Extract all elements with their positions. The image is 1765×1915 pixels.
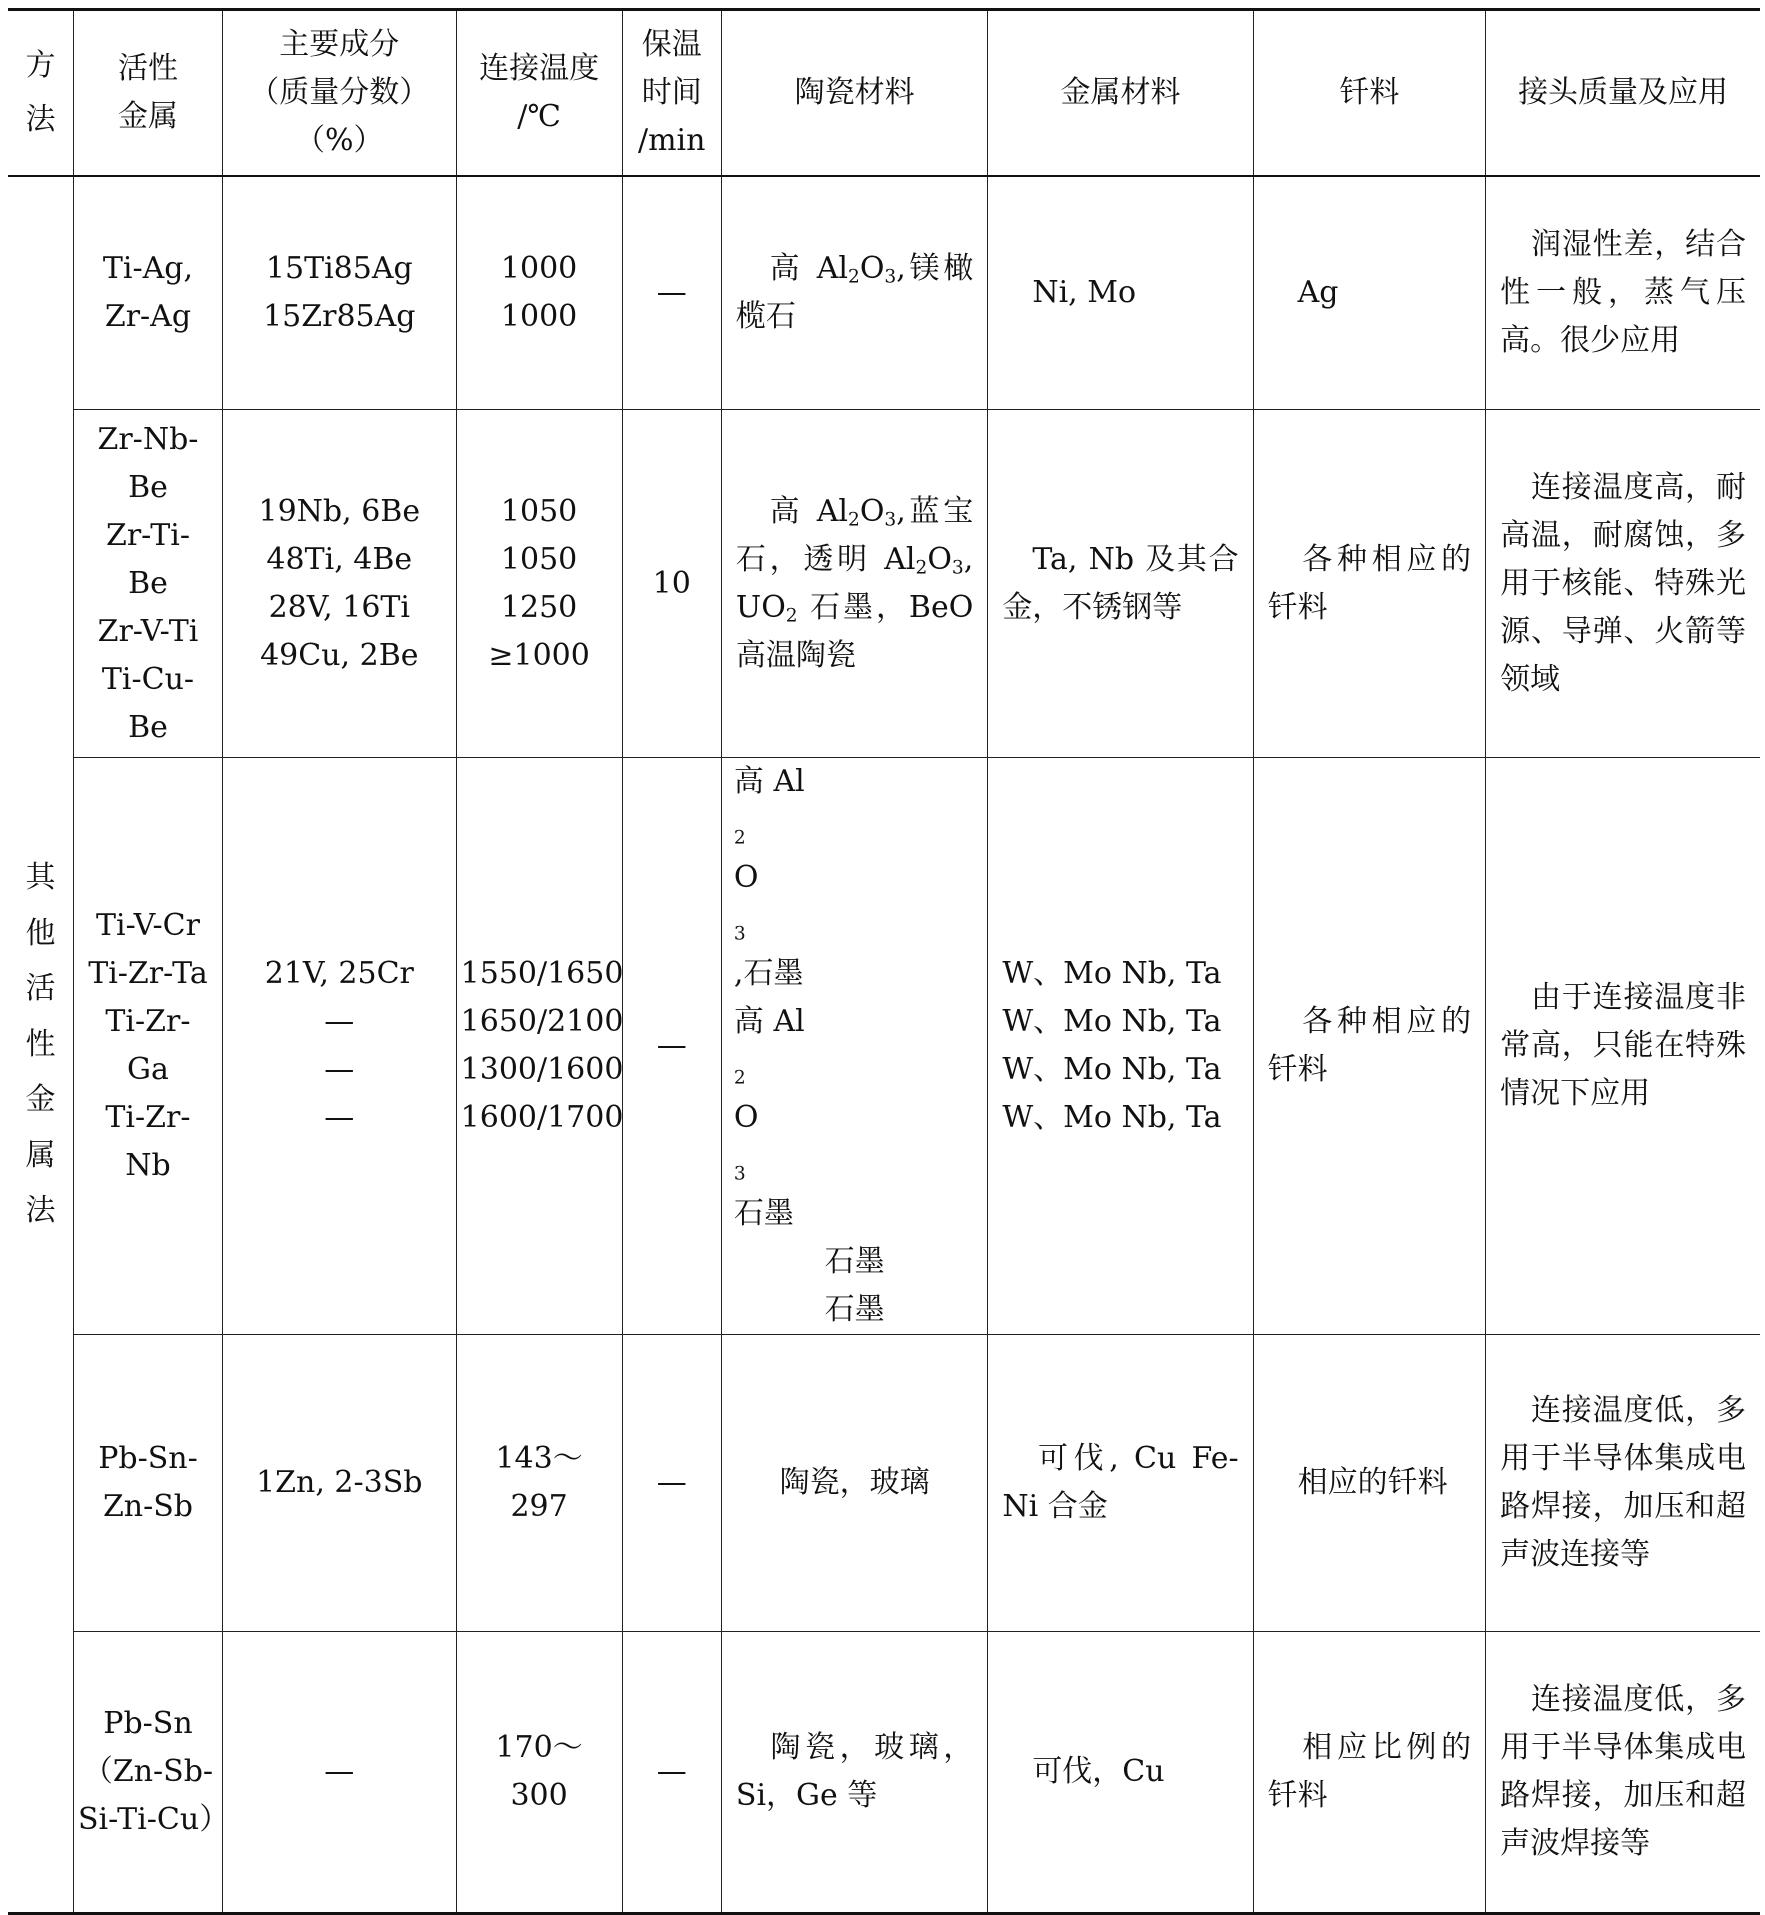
active-metal-cell: Pb-Sn （Zn-Sb- Si-Ti-Cu） <box>73 1632 222 1914</box>
header-composition: 主要成分 （质量分数） （%） <box>222 10 456 177</box>
composition-cell: — <box>222 1632 456 1914</box>
method-cell: 其他活性金属法 <box>8 176 73 1914</box>
filler-cell: 各种相应的钎料 <box>1253 758 1486 1335</box>
quality-cell: 连接温度低，多用于半导体集成电路焊接，加压和超声波连接等 <box>1486 1335 1760 1632</box>
temperature-cell: 143～297 <box>456 1335 622 1632</box>
temperature-cell: 170～300 <box>456 1632 622 1914</box>
header-row <box>8 10 1760 177</box>
hold-time-cell: — <box>622 1335 721 1632</box>
table-row <box>8 1335 1760 1632</box>
composition-cell: 19Nb, 6Be 48Ti, 4Be 28V, 16Ti 49Cu, 2Be <box>222 410 456 758</box>
active-metal-cell: Ti-V-Cr Ti-Zr-Ta Ti-Zr-Ga Ti-Zr-Nb <box>73 758 222 1335</box>
quality-cell: 由于连接温度非常高，只能在特殊情况下应用 <box>1486 758 1760 1335</box>
metal-cell: 可伐, Cu Fe-Ni 合金 <box>988 1335 1253 1632</box>
composition-cell: 15Ti85Ag 15Zr85Ag <box>222 176 456 410</box>
hold-time-cell: — <box>622 1632 721 1914</box>
table-row <box>8 176 1760 410</box>
header-method: 方法 <box>8 10 73 177</box>
ceramic-cell: 高 $Al_2O_3$,蓝宝石，透明 $Al_2O_3$, $UO_2$ 石墨，BeO 高温陶瓷 <box>721 410 987 758</box>
quality-cell: 连接温度高，耐高温，耐腐蚀，多用于核能、特殊光源、导弹、火箭等领域 <box>1486 410 1760 758</box>
ceramic-cell: 高 Al $_2$ O $_3$ ,石墨 高 Al $_2$ O $_3$ 石墨 石墨 石墨 <box>721 758 987 1335</box>
quality-cell: 连接温度低，多用于半导体集成电路焊接，加压和超声波焊接等 <box>1486 1632 1760 1914</box>
ceramic-cell: 陶瓷，玻璃 <box>721 1335 987 1632</box>
active-metal-cell: Zr-Nb-Be Zr-Ti-Be Zr-V-Ti Ti-Cu-Be <box>73 410 222 758</box>
metal-cell: 可伐，Cu <box>988 1632 1253 1914</box>
temperature-cell: 1000 1000 <box>456 176 622 410</box>
quality-cell: 润湿性差，结合性一般，蒸气压高。很少应用 <box>1486 176 1760 410</box>
active-metal-cell: Ti-Ag, Zr-Ag <box>73 176 222 410</box>
filler-cell: 相应比例的钎料 <box>1253 1632 1486 1914</box>
filler-cell: Ag <box>1253 176 1486 410</box>
header-hold-time: 保温 时间 /min <box>622 10 721 177</box>
header-filler: 钎料 <box>1253 10 1486 177</box>
filler-cell: 相应的钎料 <box>1253 1335 1486 1632</box>
header-active-metal: 活性 金属 <box>73 10 222 177</box>
table-row <box>8 758 1760 1335</box>
temperature-cell: 1050 1050 1250 ≥1000 <box>456 410 622 758</box>
hold-time-cell: — <box>622 758 721 1335</box>
header-quality: 接头质量及应用 <box>1486 10 1760 177</box>
composition-cell: 21V, 25Cr — — — <box>222 758 456 1335</box>
metal-cell: W、Mo Nb, Ta W、Mo Nb, Ta W、Mo Nb, Ta W、Mo Nb, Ta <box>988 758 1253 1335</box>
hold-time-cell: — <box>622 176 721 410</box>
table-row <box>8 410 1760 758</box>
temperature-cell: 1550/1650 1650/2100 1300/1600 1600/1700 <box>456 758 622 1335</box>
header-temperature: 连接温度 /℃ <box>456 10 622 177</box>
metal-cell: Ta, Nb 及其合金，不锈钢等 <box>988 410 1253 758</box>
table-row <box>8 1632 1760 1914</box>
active-metal-cell: Pb-Sn- Zn-Sb <box>73 1335 222 1632</box>
brazing-table <box>8 8 1760 1915</box>
header-metal: 金属材料 <box>988 10 1253 177</box>
filler-cell: 各种相应的钎料 <box>1253 410 1486 758</box>
ceramic-cell: 陶瓷，玻璃，Si，Ge 等 <box>721 1632 987 1914</box>
header-ceramic: 陶瓷材料 <box>721 10 987 177</box>
metal-cell: Ni, Mo <box>988 176 1253 410</box>
hold-time-cell: 10 <box>622 410 721 758</box>
ceramic-cell: 高 $Al_2O_3$,镁橄榄石 <box>721 176 987 410</box>
composition-cell: 1Zn, 2-3Sb <box>222 1335 456 1632</box>
